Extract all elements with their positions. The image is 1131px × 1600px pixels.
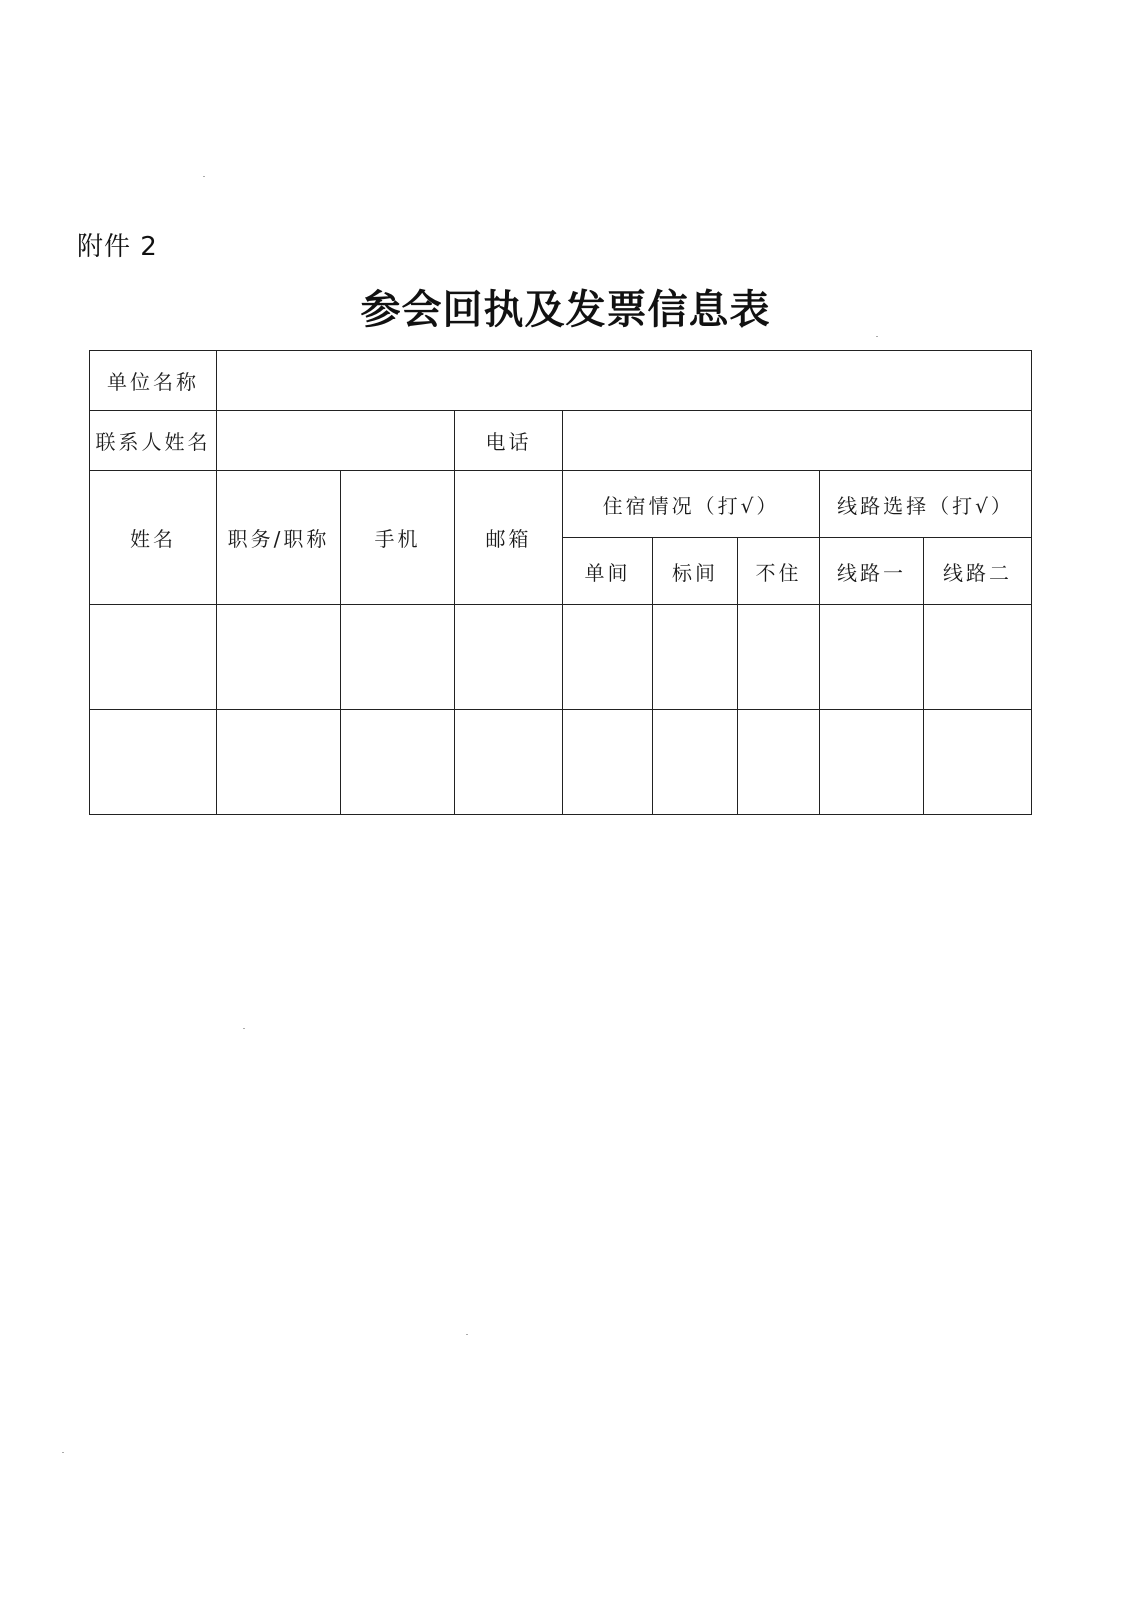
header-row-1 — [90, 471, 1032, 538]
col-header-route: 线路选择（打√） — [820, 471, 1032, 538]
document-title: 参会回执及发票信息表 — [360, 286, 771, 333]
scan-speck — [243, 1028, 245, 1029]
col-header-position: 职务/职称 — [217, 471, 341, 605]
col-header-email: 邮箱 — [455, 471, 563, 605]
route-two-check-cell[interactable] — [924, 710, 1032, 815]
standard-room-check-cell[interactable] — [653, 710, 738, 815]
single-room-check-cell[interactable] — [563, 710, 653, 815]
route-one-check-cell[interactable] — [820, 605, 924, 710]
scan-speck — [62, 1452, 64, 1453]
standard-room-check-cell[interactable] — [653, 605, 738, 710]
attendee-name-cell[interactable] — [90, 710, 217, 815]
col-header-standard-room: 标间 — [653, 538, 738, 605]
no-stay-check-cell[interactable] — [738, 710, 820, 815]
col-header-name: 姓名 — [90, 471, 217, 605]
contact-name-field[interactable] — [217, 411, 455, 471]
attendee-position-cell[interactable] — [217, 605, 341, 710]
route-two-check-cell[interactable] — [924, 605, 1032, 710]
contact-name-label: 联系人姓名 — [90, 411, 217, 471]
org-name-row — [90, 351, 1032, 411]
attendee-position-cell[interactable] — [217, 710, 341, 815]
col-header-single-room: 单间 — [563, 538, 653, 605]
scan-speck — [876, 336, 878, 337]
col-header-accommodation: 住宿情况（打√） — [563, 471, 820, 538]
col-header-no-stay: 不住 — [738, 538, 820, 605]
org-name-label: 单位名称 — [90, 351, 217, 411]
org-name-field[interactable] — [217, 351, 1032, 411]
scan-speck — [203, 176, 205, 177]
attendee-email-cell[interactable] — [455, 710, 563, 815]
attendee-mobile-cell[interactable] — [341, 605, 455, 710]
contact-row — [90, 411, 1032, 471]
no-stay-check-cell[interactable] — [738, 605, 820, 710]
scan-speck — [466, 1334, 468, 1335]
col-header-mobile: 手机 — [341, 471, 455, 605]
phone-label: 电话 — [455, 411, 563, 471]
single-room-check-cell[interactable] — [563, 605, 653, 710]
registration-form-table — [89, 350, 1032, 815]
attendee-name-cell[interactable] — [90, 605, 217, 710]
route-one-check-cell[interactable] — [820, 710, 924, 815]
attachment-label: 附件 2 — [77, 232, 158, 262]
attendee-email-cell[interactable] — [455, 605, 563, 710]
table-row — [90, 710, 1032, 815]
col-header-route-two: 线路二 — [924, 538, 1032, 605]
attendee-mobile-cell[interactable] — [341, 710, 455, 815]
table-row — [90, 605, 1032, 710]
phone-field[interactable] — [563, 411, 1032, 471]
col-header-route-one: 线路一 — [820, 538, 924, 605]
